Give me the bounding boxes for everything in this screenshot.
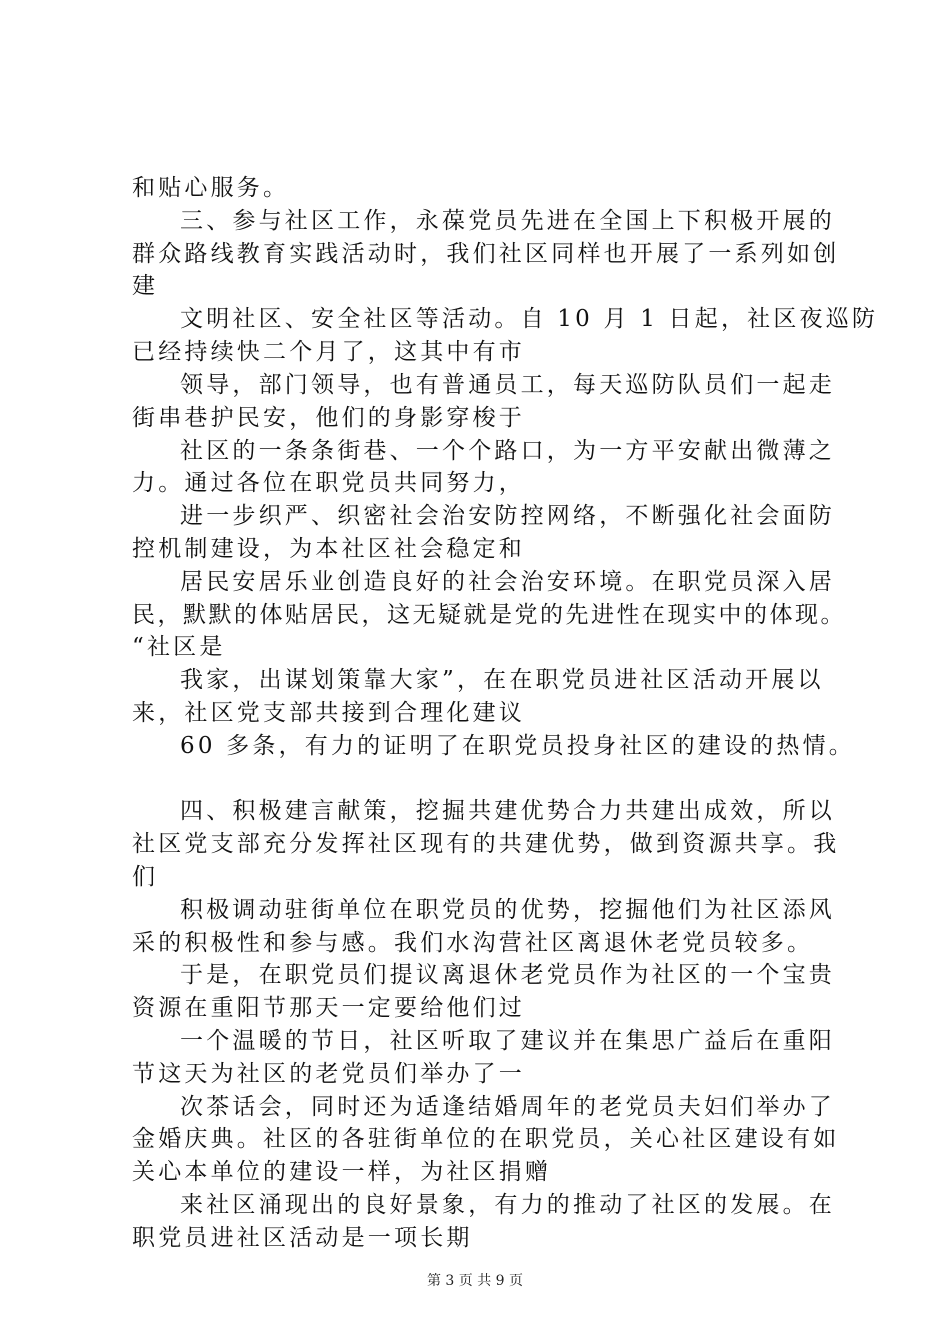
text-line: 文明社区、安全社区等活动。自 10 月 1 日起，社区夜巡防	[180, 306, 879, 332]
text-line: 街串巷护民安，他们的身影穿梭于	[132, 405, 525, 431]
text-line: 于是，在职党员们提议离退休老党员作为社区的一个宝贵	[180, 962, 835, 988]
text-line: 我家，出谋划策靠大家”，在在职党员进社区活动开展以	[180, 667, 824, 693]
text-line: 民，默默的体贴居民，这无疑就是党的先进性在现实中的体现。	[132, 602, 846, 628]
text-line: 职党员进社区活动是一项长期	[132, 1225, 473, 1251]
text-line: 采的积极性和参与感。我们水沟营社区离退休老党员较多。	[132, 930, 814, 956]
text-line: 建	[132, 273, 159, 299]
text-line: 已经持续快二个月了，这其中有市	[132, 339, 525, 365]
text-line: 们	[132, 864, 159, 890]
text-line: 金婚庆典。社区的各驻街单位的在职党员，关心社区建设有如	[132, 1126, 840, 1152]
text-line: 社区的一条条街巷、一个个路口，为一方平安献出微薄之	[180, 438, 835, 464]
text-line: 节这天为社区的老党员们举办了一	[132, 1061, 525, 1087]
page-number-footer: 第 3 页 共 9 页	[426, 1273, 524, 1289]
text-line: 控机制建设，为本社区社会稳定和	[132, 536, 525, 562]
text-line: 社区党支部充分发挥社区现有的共建优势，做到资源共享。我	[132, 831, 840, 857]
text-line: 力。通过各位在职党员共同努力，	[132, 470, 525, 496]
text-line: “社区是	[132, 634, 226, 660]
text-line: 群众路线教育实践活动时，我们社区同样也开展了一系列如创	[132, 241, 840, 267]
text-line: 来社区涌现出的良好景象，有力的推动了社区的发展。在	[180, 1192, 835, 1218]
text-line: 次茶话会，同时还为适逢结婚周年的老党员夫妇们举办了	[180, 1094, 835, 1120]
text-line: 和贴心服务。	[132, 175, 290, 201]
text-line: 资源在重阳节那天一定要给他们过	[132, 995, 525, 1021]
text-line: 积极调动驻街单位在职党员的优势，挖掘他们为社区添风	[180, 897, 835, 923]
text-line: 领导，部门领导，也有普通员工，每天巡防队员们一起走	[180, 372, 835, 398]
text-line: 居民安居乐业创造良好的社会治安环境。在职党员深入居	[180, 569, 835, 595]
text-line: 一个温暖的节日，社区听取了建议并在集思广益后在重阳	[180, 1028, 835, 1054]
text-line: 来，社区党支部共接到合理化建议	[132, 700, 525, 726]
text-line: 关心本单位的建设一样，为社区捐赠	[132, 1159, 552, 1185]
text-line: 三、参与社区工作，永葆党员先进在全国上下积极开展的	[180, 208, 835, 234]
text-line: 进一步织严、织密社会治安防控网络，不断强化社会面防	[180, 503, 835, 529]
text-line: 四、积极建言献策，挖掘共建优势合力共建出成效，所以	[180, 798, 835, 824]
text-line: 60 多条，有力的证明了在职党员投身社区的建设的热情。	[180, 733, 855, 759]
